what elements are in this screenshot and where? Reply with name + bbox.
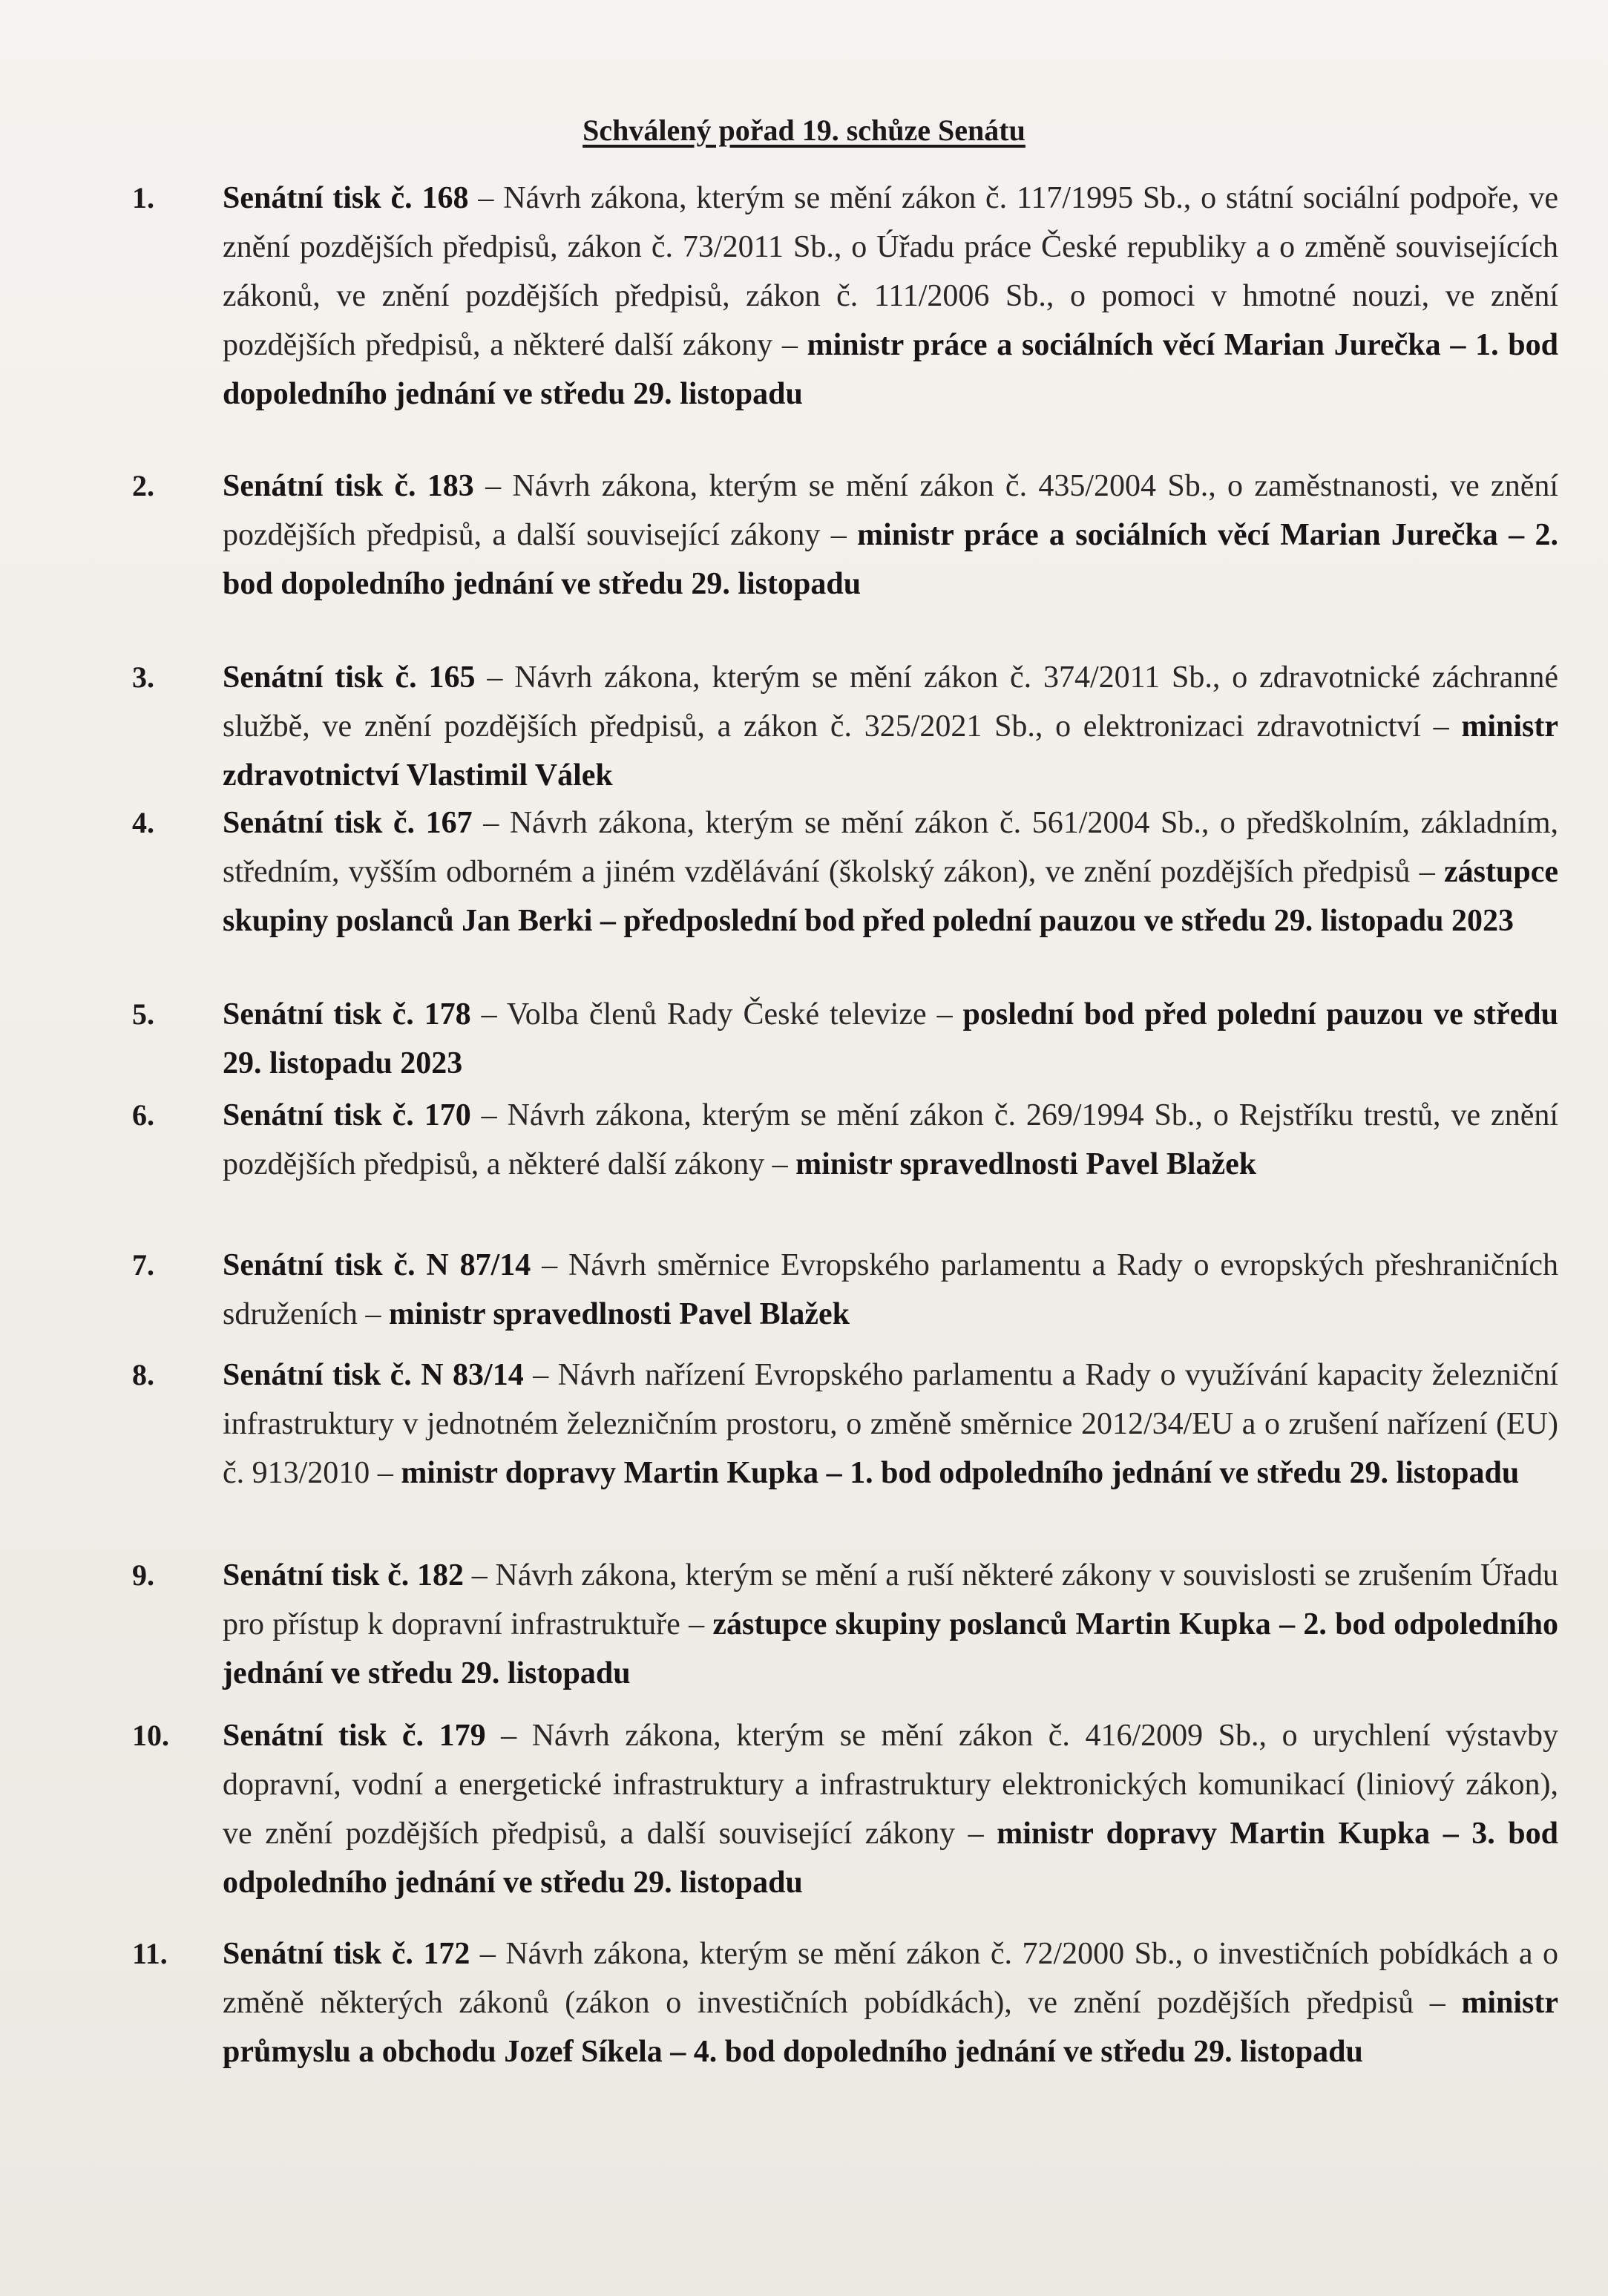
item-text: Návrh zákona, kterým se mění zákon č. 374/2011 Sb., o zdravotnické záchranné službě, ve znění pozdějších předpisů, a zákon č. 325/2021 Sb., o elektronizaci zdravotnictví	[223, 660, 1559, 744]
item-bold-tail: ministr dopravy Martin Kupka – 1. bod odpoledního jednání ve středu 29. listopadu	[401, 1456, 1520, 1490]
item-lead: Senátní tisk č. 179	[223, 1719, 486, 1753]
item-lead: Senátní tisk č. N 83/14	[223, 1358, 524, 1392]
item-number: 4.	[132, 806, 154, 839]
item-number: 5.	[132, 997, 154, 1031]
item-bold-tail: ministr průmyslu a obchodu Jozef Síkela – 4. bod dopoledního jednání ve středu 29. listopadu	[223, 1986, 1559, 2069]
item-body: Senátní tisk č. 178 – Volba členů Rady České televize – poslední bod před polední pauzou ve středu 29. listopadu 2023	[223, 997, 1558, 1080]
item-body: Senátní tisk č. 172 – Návrh zákona, kterým se mění zákon č. 72/2000 Sb., o investičních pobídkách a o změně některých zákonů (zákon o investičních pobídkách), ve znění pozdějších předpisů – ministr průmyslu a obchodu Jozef Síkela – 4. bod dopoledního jednání ve středu 29. listopadu	[223, 1937, 1559, 2069]
item-lead: Senátní tisk č. 172	[223, 1937, 470, 1971]
item-text: Návrh zákona, kterým se mění zákon č. 269/1994 Sb., o Rejstříku trestů, ve znění pozdějších předpisů, a některé další zákony	[223, 1098, 1559, 1181]
item-text: Návrh nařízení Evropského parlamentu a Rady o využívání kapacity železniční infrastruktury v jednotném železničním prostoru, o změně směrnice 2012/34/EU a o zrušení nařízení (EU) č. 913/2010	[223, 1358, 1559, 1490]
item-bold-tail: ministr práce a sociálních věcí Marian Jurečka – 1. bod dopoledního jednání ve středu 29. listopadu	[223, 328, 1559, 411]
item-text: Návrh zákona, kterým se mění zákon č. 117/1995 Sb., o státní sociální podpoře, ve znění pozdějších předpisů, zákon č. 73/2011 Sb., o Úřadu práce České republiky a o změně souvisejících zákonů, ve znění pozdějších předpisů, zákon č. 111/2006 Sb., o pomoci v hmotné nouzi, ve znění pozdějších předpisů, a některé další zákony	[223, 181, 1559, 362]
item-bold-tail: ministr spravedlnosti Pavel Blažek	[388, 1297, 850, 1331]
item-number: 1.	[132, 181, 154, 214]
item-number: 8.	[132, 1358, 154, 1391]
item-body: Senátní tisk č. 165 – Návrh zákona, kterým se mění zákon č. 374/2011 Sb., o zdravotnické záchranné službě, ve znění pozdějších předpisů, a zákon č. 325/2021 Sb., o elektronizaci zdravotnictví – ministr zdravotnictví Vlastimil Válek	[223, 660, 1559, 793]
item-lead: Senátní tisk č. 178	[223, 997, 471, 1031]
item-body: Senátní tisk č. 179 – Návrh zákona, kterým se mění zákon č. 416/2009 Sb., o urychlení výstavby dopravní, vodní a energetické infrastruktury a infrastruktury elektronických komunikací (liniový zákon), ve znění pozdějších předpisů, a další související zákony – ministr dopravy Martin Kupka – 3. bod odpoledního jednání ve středu 29. listopadu	[223, 1719, 1559, 1900]
item-number: 7.	[132, 1248, 154, 1282]
item-bold-tail: ministr dopravy Martin Kupka – 3. bod odpoledního jednání ve středu 29. listopadu	[223, 1817, 1559, 1900]
item-number: 3.	[132, 660, 154, 694]
item-number: 10.	[132, 1719, 169, 1752]
item-number: 11.	[132, 1937, 168, 1970]
item-body: Senátní tisk č. N 83/14 – Návrh nařízení Evropského parlamentu a Rady o využívání kapacity železniční infrastruktury v jednotném železničním prostoru, o změně směrnice 2012/34/EU a o zrušení nařízení (EU) č. 913/2010 – ministr dopravy Martin Kupka – 1. bod odpoledního jednání ve středu 29. listopadu	[223, 1358, 1559, 1490]
item-body: Senátní tisk č. 167 – Návrh zákona, kterým se mění zákon č. 561/2004 Sb., o předškolním, základním, středním, vyšším odborném a jiném vzdělávání (školský zákon), ve znění pozdějších předpisů – zástupce skupiny poslanců Jan Berki – předposlední bod před polední pauzou ve středu 29. listopadu 2023	[223, 806, 1559, 938]
item-lead: Senátní tisk č. 167	[223, 806, 473, 840]
item-bold-tail: ministr práce a sociálních věcí Marian Jurečka – 2. bod dopoledního jednání ve středu 29. listopadu	[223, 518, 1558, 601]
item-number: 9.	[132, 1558, 154, 1592]
item-lead: Senátní tisk č. 182	[223, 1558, 464, 1593]
item-body: Senátní tisk č. 170 – Návrh zákona, kterým se mění zákon č. 269/1994 Sb., o Rejstříku trestů, ve znění pozdějších předpisů, a některé další zákony – ministr spravedlnosti Pavel Blažek	[223, 1098, 1559, 1181]
document-title: Schválený pořad 19. schůze Senátu	[583, 114, 1025, 147]
item-bold-tail: zástupce skupiny poslanců Martin Kupka – 2. bod odpoledního jednání ve středu 29. listopadu	[223, 1607, 1558, 1690]
item-number: 6.	[132, 1098, 154, 1132]
item-lead: Senátní tisk č. 183	[223, 469, 474, 503]
item-body: Senátní tisk č. 182 – Návrh zákona, kterým se mění a ruší některé zákony v souvislosti se zrušením Úřadu pro přístup k dopravní infrastruktuře – zástupce skupiny poslanců Martin Kupka – 2. bod odpoledního jednání ve středu 29. listopadu	[223, 1558, 1559, 1690]
item-lead: Senátní tisk č. N 87/14	[223, 1248, 531, 1282]
item-body: Senátní tisk č. N 87/14 – Návrh směrnice Evropského parlamentu a Rady o evropských přeshraničních sdruženích – ministr spravedlnosti Pavel Blažek	[223, 1248, 1559, 1331]
item-text: Návrh zákona, kterým se mění a ruší některé zákony v souvislosti se zrušením Úřadu pro přístup k dopravní infrastruktuře	[223, 1558, 1559, 1641]
item-text: Návrh směrnice Evropského parlamentu a Rady o evropských přeshraničních sdruženích	[223, 1248, 1559, 1331]
item-body: Senátní tisk č. 168 – Návrh zákona, kterým se mění zákon č. 117/1995 Sb., o státní sociální podpoře, ve znění pozdějších předpisů, zákon č. 73/2011 Sb., o Úřadu práce České republiky a o změně souvisejících zákonů, ve znění pozdějších předpisů, zákon č. 111/2006 Sb., o pomoci v hmotné nouzi, ve znění pozdějších předpisů, a některé další zákony – ministr práce a sociálních věcí Marian Jurečka – 1. bod dopoledního jednání ve středu 29. listopadu	[223, 181, 1559, 411]
item-lead: Senátní tisk č. 170	[223, 1098, 471, 1132]
item-text: Návrh zákona, kterým se mění zákon č. 435/2004 Sb., o zaměstnanosti, ve znění pozdějších předpisů, a další související zákony	[223, 469, 1559, 552]
item-text: Návrh zákona, kterým se mění zákon č. 72/2000 Sb., o investičních pobídkách a o změně některých zákonů (zákon o investičních pobídkách), ve znění pozdějších předpisů	[223, 1937, 1558, 2020]
item-bold-tail: zástupce skupiny poslanců Jan Berki – předposlední bod před polední pauzou ve středu 29. listopadu 2023	[223, 855, 1558, 938]
item-bold-tail: poslední bod před polední pauzou ve středu 29. listopadu 2023	[223, 997, 1558, 1080]
item-bold-tail: ministr zdravotnictví Vlastimil Válek	[223, 709, 1559, 793]
item-lead: Senátní tisk č. 165	[223, 660, 476, 695]
item-body: Senátní tisk č. 183 – Návrh zákona, kterým se mění zákon č. 435/2004 Sb., o zaměstnanosti, ve znění pozdějších předpisů, a další související zákony – ministr práce a sociálních věcí Marian Jurečka – 2. bod dopoledního jednání ve středu 29. listopadu	[223, 469, 1559, 601]
item-text: Návrh zákona, kterým se mění zákon č. 416/2009 Sb., o urychlení výstavby dopravní, vodní a energetické infrastruktury a infrastruktury elektronických komunikací (liniový zákon), ve znění pozdějších předpisů, a další související zákony	[223, 1719, 1559, 1851]
item-bold-tail: ministr spravedlnosti Pavel Blažek	[795, 1147, 1257, 1181]
item-number: 2.	[132, 469, 154, 502]
item-text: Volba členů Rady České televize	[506, 997, 927, 1031]
item-lead: Senátní tisk č. 168	[223, 181, 469, 215]
item-text: Návrh zákona, kterým se mění zákon č. 561/2004 Sb., o předškolním, základním, středním, vyšším odborném a jiném vzdělávání (školský zákon), ve znění pozdějších předpisů	[223, 806, 1559, 889]
